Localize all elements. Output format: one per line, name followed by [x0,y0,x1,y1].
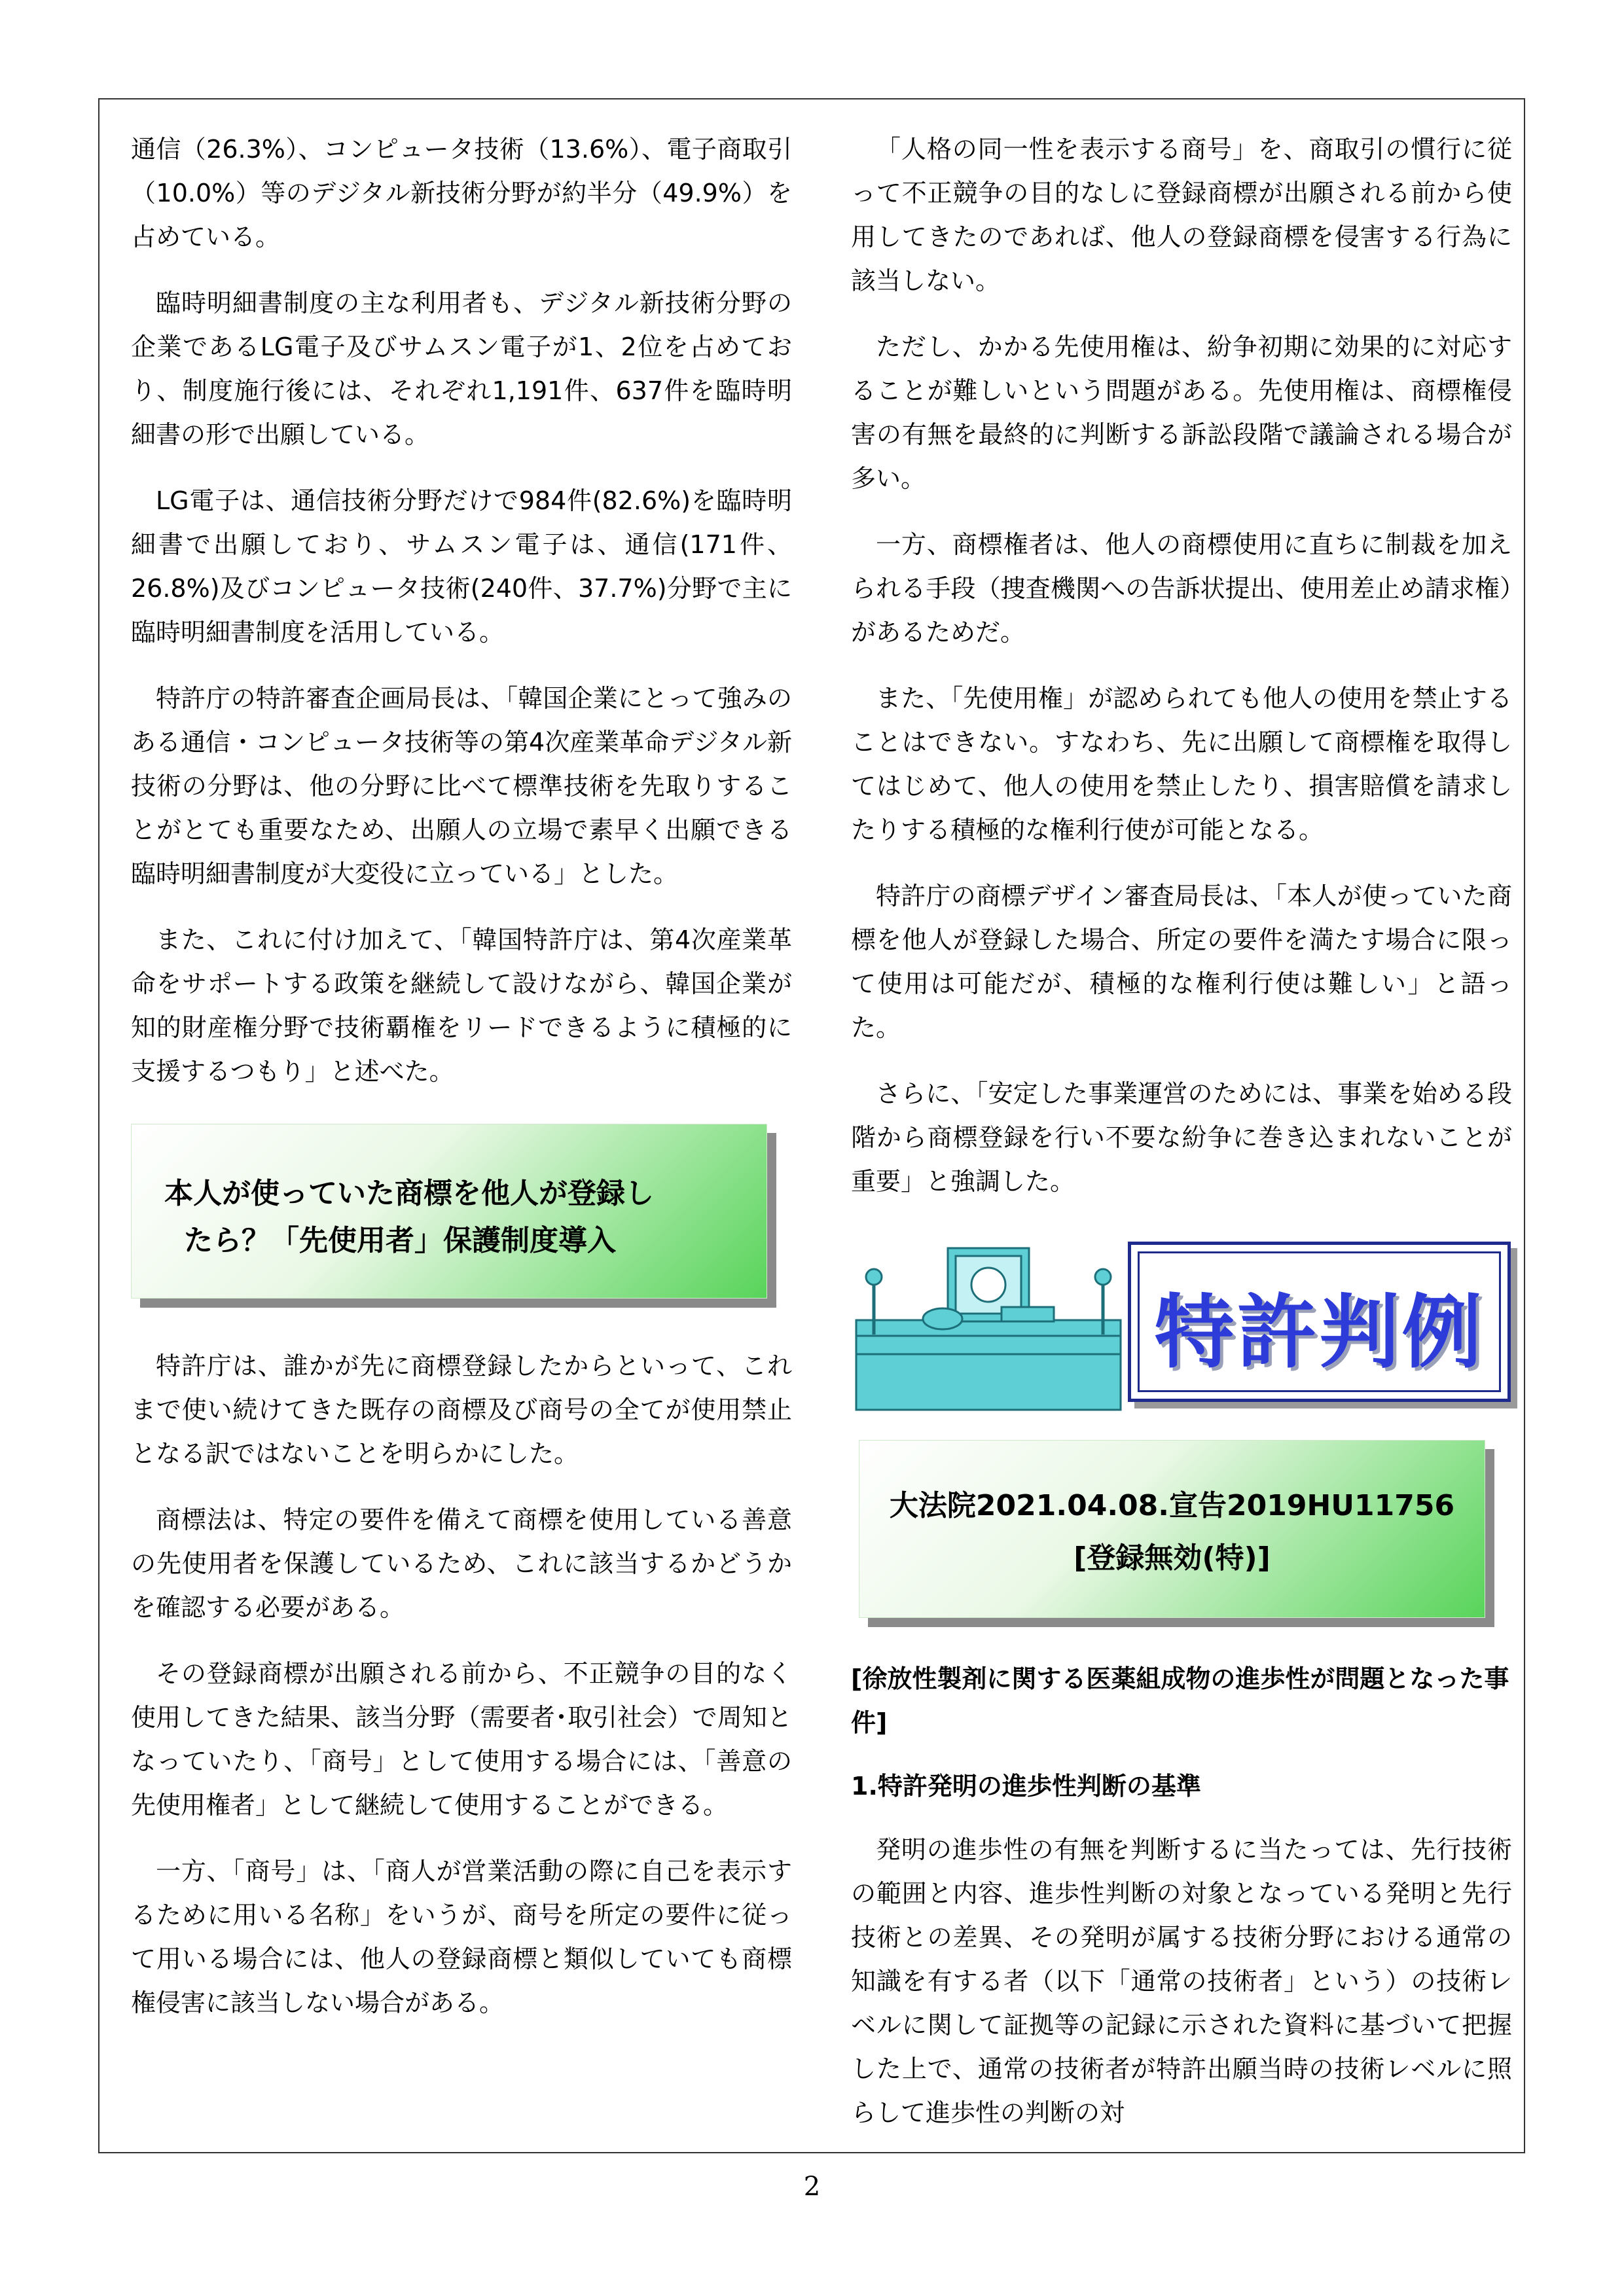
case-reference [859,1480,1485,1585]
paragraph: さらに、「安定した事業運営のためには、事業を始める段階から商標登録を行い不要な紛争に巻き込まれないことが重要」と強調した。 [851,1079,1512,1196]
paragraph: また、「先使用権」が認められても他人の使用を禁止することはできない。すなわち、先に出願して商標権を取得してはじめて、他人の使用を禁止したり、損害賠償を請求したりする積極的な権利行使が可能となる。 [851,684,1512,844]
paragraph: 発明の進歩性の有無を判断するに当たっては、先行技術の範囲と内容、進歩性判断の対象となっている発明と先行技術との差異、その発明が属する技術分野における通常の知識を有する者（以下「通常の技術者」という）の技術レベルに関して証拠等の記録に示された資料に基づいて把握した上で、通常の技術者が特許出願当時の技術レベルに照らして進歩性の判断の対 [851,1835,1512,2127]
paragraph: 臨時明細書制度の主な利用者も、デジタル新技術分野の企業であるLG電子及びサムスン電子が1、2位を占めており、制度施行後には、それぞれ1,191件、637件を臨時明細書の形で出願している。 [131,289,792,449]
article-headline [164,1170,740,1265]
right-column [851,128,1512,2157]
paragraph: 「人格の同一性を表示する商号」を、商取引の慣行に従って不正競争の目的なしに登録商標が出願される前から使用してきたのであれば、他人の登録商標を侵害する行為に該当しない。 [851,135,1512,295]
paragraph: 特許庁は、誰かが先に商標登録したからといって、これまで使い続けてきた既存の商標及び商号の全てが使用禁止となる訳ではないことを明らかにした。 [131,1352,792,1468]
paragraph: 特許庁の商標デザイン審査局長は、「本人が使っていた商標を他人が登録した場合、所定の要件を満たす場合に限って使用は可能だが、積極的な権利行使は難しい」と語った。 [851,882,1512,1042]
paragraph: その登録商標が出願される前から、不正競争の目的なく使用してきた結果、該当分野（需要者･取引社会）で周知となっていたり、「商号」として使用する場合には、「善意の先使用権者」として継続して使用することができる。 [131,1659,792,1820]
section-subheading: 1.特許発明の進歩性判断の基準 [851,1772,1201,1801]
section-title-box [1128,1242,1511,1402]
left-column [131,128,792,2047]
paragraph: 通信（26.3%）、コンピュータ技術（13.6%）、電子商取引（10.0%）等のデジタル新技術分野が約半分（49.9%）を占めている。 [131,135,792,251]
paragraph: ただし、かかる先使用権は、紛争初期に効果的に対応することが難しいという問題がある。先使用権は、商標権侵害の有無を最終的に判断する訴訟段階で議論される場合が多い。 [851,332,1512,493]
headline-line-1: 本人が使っていた商標を他人が登録し [164,1177,654,1210]
article-headline-banner [131,1124,767,1299]
paragraph: LG電子は、通信技術分野だけで984件(82.6%)を臨時明細書で出願しており、サムスン電子は、通信(171件、26.8%)及びコンピュータ技術(240件、37.7%)分野で主に臨時明細書制度を活用している。 [131,486,792,647]
paragraph: また、これに付け加えて、「韓国特許庁は、第4次産業革命をサポートする政策を継続して設けながら、韓国企業が知的財産権分野で技術覇権をリードできるように積極的に支援するつもり」と述べた。 [131,925,792,1086]
section-header [851,1230,1512,1416]
case-banner [859,1440,1485,1618]
case-type: [登録無効(特)] [1074,1541,1271,1575]
courtroom-illustration [851,1236,1126,1413]
paragraph: 商標法は、特定の要件を備えて商標を使用している善意の先使用者を保護しているため、これに該当するかどうかを確認する必要がある。 [131,1505,792,1622]
section-title: 特許判例 [1154,1286,1485,1379]
case-number: 大法院2021.04.08.宣告2019HU11756 [889,1489,1455,1522]
paragraph: 一方、商標権者は、他人の商標使用に直ちに制裁を加えられる手段（捜査機関への告訴状提出、使用差止め請求権）があるためだ。 [851,530,1512,647]
paragraph: 一方、「商号」は、「商人が営業活動の際に自己を表示するために用いる名称」をいうが、商号を所定の要件に従って用いる場合には、他人の登録商標と類似していても商標権侵害に該当しない場合がある。 [131,1857,792,2017]
case-subject: [徐放性製剤に関する医薬組成物の進歩性が問題となった事件] [851,1664,1509,1737]
page-number: 2 [803,2172,821,2202]
headline-line-2: たら？「先使用者」保護制度導入 [184,1224,616,1257]
paragraph: 特許庁の特許審査企画局長は、「韓国企業にとって強みのある通信・コンピュータ技術等の第4次産業革命デジタル新技術の分野は、他の分野に比べて標準技術を先取りすることがとても重要なため、出願人の立場で素早く出願できる臨時明細書制度が大変役に立っている」とした。 [131,684,792,888]
